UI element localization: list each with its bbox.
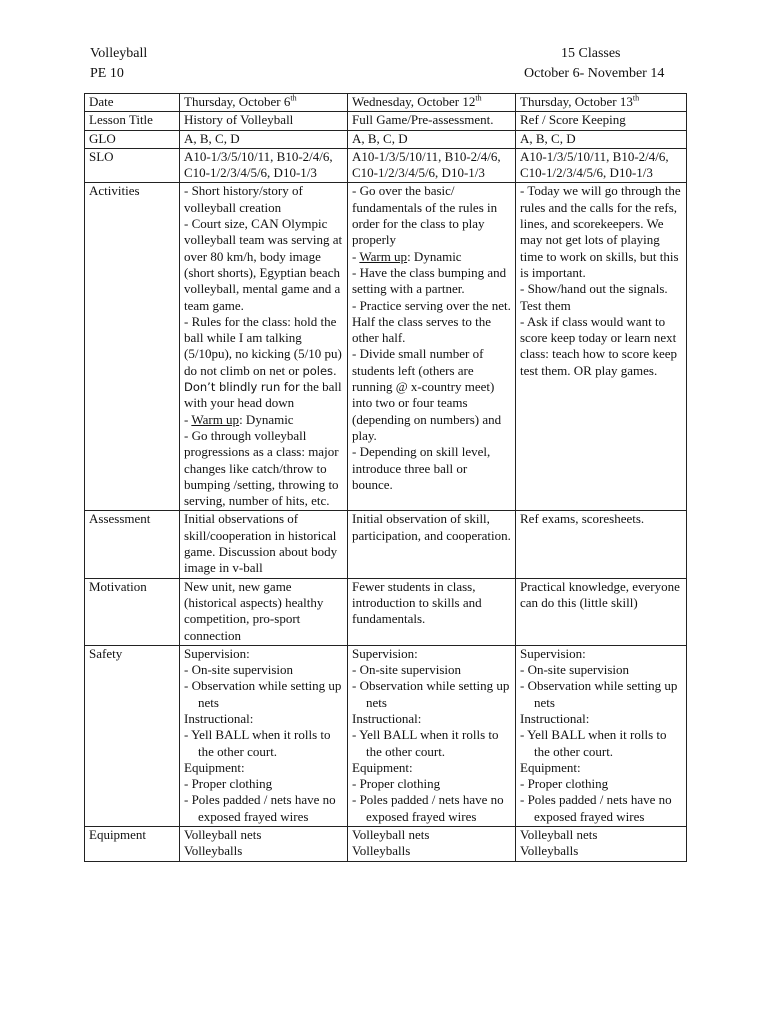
row-label: Date <box>85 94 180 112</box>
activity-item: - Divide small number of students left (others are running @ x-country meet) into two or four teams (depending on numbers) and play. <box>352 346 502 443</box>
row-label: SLO <box>85 148 180 183</box>
table-row-safety <box>85 645 687 826</box>
row-label: Motivation <box>85 578 180 645</box>
lesson-safety: Supervision: - On-site supervision - Observation while setting up nets Instructional: - Yell BALL when it rolls to the other court. Equipment: - Proper clothing - Poles padded / nets have no exposed frayed wires <box>516 645 687 826</box>
row-label: Safety <box>85 645 180 826</box>
lesson-assessment: Initial observations of skill/cooperation in historical game. Discussion about body image in v-ball <box>180 511 348 578</box>
grade-label: PE 10 <box>90 66 124 81</box>
lesson-activities <box>348 183 516 511</box>
table-row-activities <box>85 183 687 511</box>
lesson-slo: A10-1/3/5/10/11, B10-2/4/6, C10-1/2/3/4/5/6, D10-1/3 <box>348 148 516 183</box>
lesson-title: Ref / Score Keeping <box>516 112 687 130</box>
subject-label: Volleyball <box>90 46 148 61</box>
table-row-motivation <box>85 578 687 645</box>
table-row-assessment <box>85 511 687 578</box>
lesson-date: Thursday, October 13th <box>516 94 687 112</box>
lesson-safety: Supervision: - On-site supervision - Observation while setting up nets Instructional: - Yell BALL when it rolls to the other court. Equipment: - Proper clothing - Poles padded / nets have no exposed frayed wires <box>348 645 516 826</box>
lesson-plan-table <box>84 93 687 862</box>
activity-item: - Go through volleyball progressions as a class: major changes like catch/throw to bumping /setting, throwing to serving, number of hits, etc. <box>184 427 339 509</box>
lesson-title: History of Volleyball <box>180 112 348 130</box>
activity-item: - Ask if class would want to score keep today or learn next class: teach how to score keep test them. OR play games. <box>520 313 678 378</box>
activity-item: - Court size, CAN Olympic volleyball team was serving at over 80 km/h, body image (short shorts), Egyptian beach volleyball, mental game and a team game. <box>184 216 343 313</box>
row-label: GLO <box>85 130 180 148</box>
activity-item: - Depending on skill level, introduce three ball or bounce. <box>352 444 491 492</box>
table-row-title <box>85 112 687 130</box>
lesson-slo: A10-1/3/5/10/11, B10-2/4/6, C10-1/2/3/4/5/6, D10-1/3 <box>180 148 348 183</box>
lesson-assessment: Initial observation of skill, participation, and cooperation. <box>348 511 516 578</box>
lesson-activities <box>180 183 348 511</box>
activity-item: - Rules for the class: hold the ball while I am talking (5/10pu), no kicking (5/10 pu) do not climb on net or poles. Don’t blindly run for the ball with your head down <box>184 313 342 411</box>
lesson-glo: A, B, C, D <box>180 130 348 148</box>
table-row-equipment <box>85 827 687 862</box>
lesson-glo: A, B, C, D <box>348 130 516 148</box>
table-row-slo <box>85 148 687 183</box>
activity-item: - Have the class bumping and setting with a partner. <box>352 264 507 297</box>
lesson-date: Thursday, October 6th <box>180 94 348 112</box>
row-label: Equipment <box>85 827 180 862</box>
lesson-date: Wednesday, October 12th <box>348 94 516 112</box>
lesson-glo: A, B, C, D <box>516 130 687 148</box>
row-label: Activities <box>85 183 180 511</box>
classes-count: 15 Classes <box>561 46 621 61</box>
activity-item: - Warm up: Dynamic <box>184 411 294 427</box>
lesson-equipment: Volleyball nets Volleyballs <box>516 827 687 862</box>
activity-item: - Show/hand out the signals. Test them <box>520 281 668 313</box>
table-row-glo <box>85 130 687 148</box>
activity-item: - Warm up: Dynamic <box>352 248 462 264</box>
activity-item: - Short history/story of volleyball creation <box>184 183 303 215</box>
activity-item: - Practice serving over the net. Half the class serves to the other half. <box>352 297 511 346</box>
lesson-motivation: Practical knowledge, everyone can do this (little skill) <box>516 578 687 645</box>
lesson-assessment: Ref exams, scoresheets. <box>516 511 687 578</box>
activity-item: - Today we will go through the rules and the calls for the refs, lines, and scorekeepers. We may not get lots of playing time to work on skills, but this is important. <box>520 183 681 280</box>
lesson-title: Full Game/Pre-assessment. <box>348 112 516 130</box>
lesson-equipment: Volleyball nets Volleyballs <box>180 827 348 862</box>
lesson-equipment: Volleyball nets Volleyballs <box>348 827 516 862</box>
table-row-date <box>85 94 687 112</box>
document-header <box>90 44 674 84</box>
row-label: Lesson Title <box>85 112 180 130</box>
lesson-motivation: New unit, new game (historical aspects) healthy competition, pro-sport connection <box>180 578 348 645</box>
lesson-safety: Supervision: - On-site supervision - Observation while setting up nets Instructional: - Yell BALL when it rolls to the other court. Equipment: - Proper clothing - Poles padded / nets have no exposed frayed wires <box>180 645 348 826</box>
date-range: October 6- November 14 <box>524 66 665 81</box>
lesson-motivation: Fewer students in class, introduction to skills and fundamentals. <box>348 578 516 645</box>
lesson-activities <box>516 183 687 511</box>
lesson-slo: A10-1/3/5/10/11, B10-2/4/6, C10-1/2/3/4/5/6, D10-1/3 <box>516 148 687 183</box>
row-label: Assessment <box>85 511 180 578</box>
activity-item: - Go over the basic/ fundamentals of the rules in order for the class to play properly <box>352 183 498 248</box>
